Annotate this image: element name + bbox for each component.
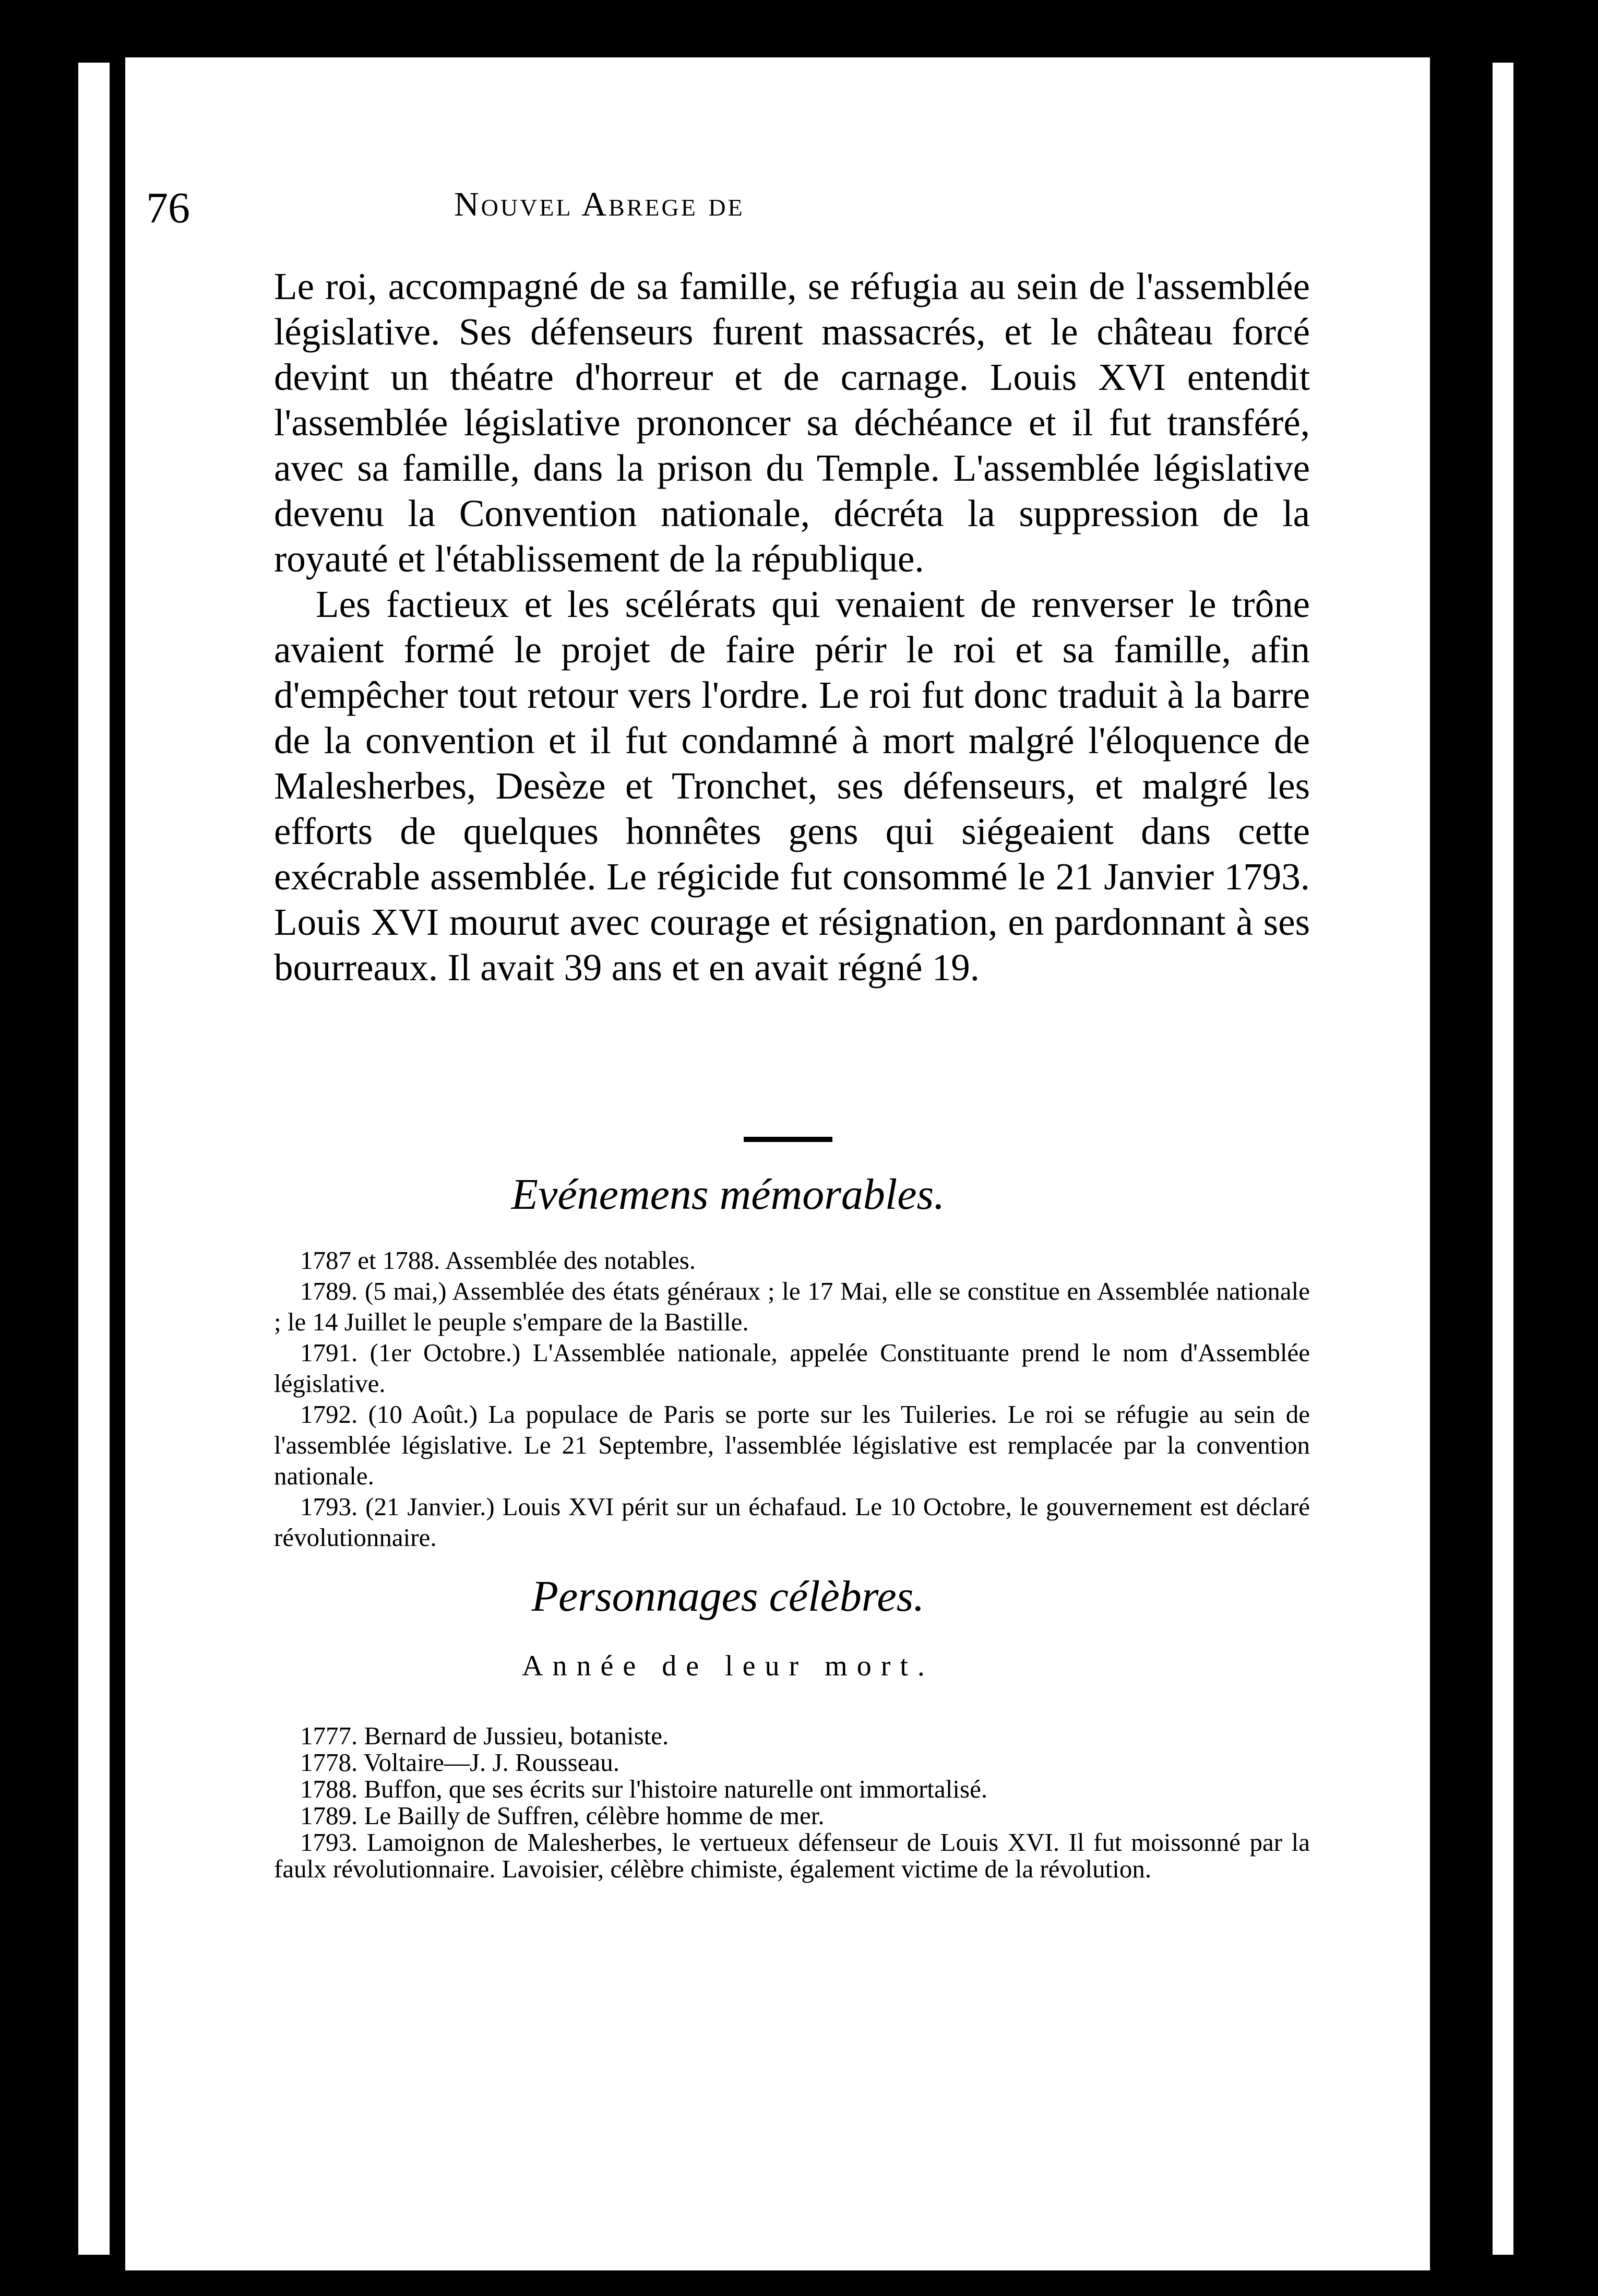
people-subtitle: Année de leur mort.: [522, 1650, 934, 1682]
person-item: 1789. Le Bailly de Suffren, célèbre homme de mer.: [300, 1801, 825, 1830]
event-item: 1791. (1er Octobre.) L'Assemblée nationale, appelée Constituante prend le nom d'Assemblée législative.: [274, 1338, 1310, 1398]
person-item: 1793. Lamoignon de Malesherbes, le vertueux défenseur de Louis XVI. Il fut moissonné par la faulx révolutionnaire. Lavoisier, célèbre chimiste, également victime de la révolution.: [274, 1828, 1310, 1883]
person-item: 1788. Buffon, que ses écrits sur l'histoire naturelle ont immortalisé.: [300, 1775, 988, 1803]
event-item: 1787 et 1788. Assemblée des notables.: [300, 1246, 696, 1275]
event-item: 1789. (5 mai,) Assemblée des états généraux ; le 17 Mai, elle se constitue en Assemblée nationale ; le 14 Juillet le peuple s'empare de la Bastille.: [274, 1277, 1310, 1336]
section-divider: [744, 1137, 832, 1142]
events-list: [274, 1245, 1310, 1553]
paragraph-2: Les factieux et les scélérats qui venaient de renverser le trône avaient formé le projet de faire périr le roi et sa famille, afin d'empêcher tout retour vers l'ordre. Le roi fut donc traduit à la barre de la convention et il fut condamné à mort malgré l'éloquence de Malesherbes, Desèze et Tronchet, ses défenseurs, et malgré les efforts de quelques honnêtes gens qui siégeaient dans cette exécrable assemblée. Le régicide fut consommé le 21 Janvier 1793. Louis XVI mourut avec courage et résignation, en pardonnant à ses bourreaux. Il avait 39 ans et en avait régné 19.: [274, 583, 1310, 989]
person-item: 1778. Voltaire—J. J. Rousseau.: [300, 1748, 620, 1777]
running-head: [146, 183, 1310, 245]
event-item: 1793. (21 Janvier.) Louis XVI périt sur un échafaud. Le 10 Octobre, le gouvernement est déclaré révolutionnaire.: [274, 1492, 1310, 1552]
events-title: Evénemens mémorables.: [511, 1170, 945, 1219]
page-edge-left: [78, 63, 110, 2255]
event-item: 1792. (10 Août.) La populace de Paris se porte sur les Tuileries. Le roi se réfugie au sein de l'assemblée législative. Le 21 Septembre, l'assemblée législative est remplacée par la convention nationale.: [274, 1400, 1310, 1490]
people-list: [274, 1722, 1310, 1882]
running-title: Nouvel Abrege de: [454, 185, 745, 223]
main-text: [274, 264, 1310, 990]
page-edge-right: [1493, 63, 1513, 2255]
people-title: Personnages célèbres.: [531, 1572, 925, 1621]
paragraph-1: Le roi, accompagné de sa famille, se réfugia au sein de l'assemblée législative. Ses défenseurs furent massacrés, et le château forcé devint un théatre d'horreur et de carnage. Louis XVI entendit l'assemblée législative prononcer sa déchéance et il fut transféré, avec sa famille, dans la prison du Temple. L'assemblée législative devenu la Convention nationale, décréta la suppression de la royauté et l'établissement de la république.: [274, 265, 1310, 580]
person-item: 1777. Bernard de Jussieu, botaniste.: [300, 1721, 669, 1750]
page-number: 76: [146, 184, 190, 232]
